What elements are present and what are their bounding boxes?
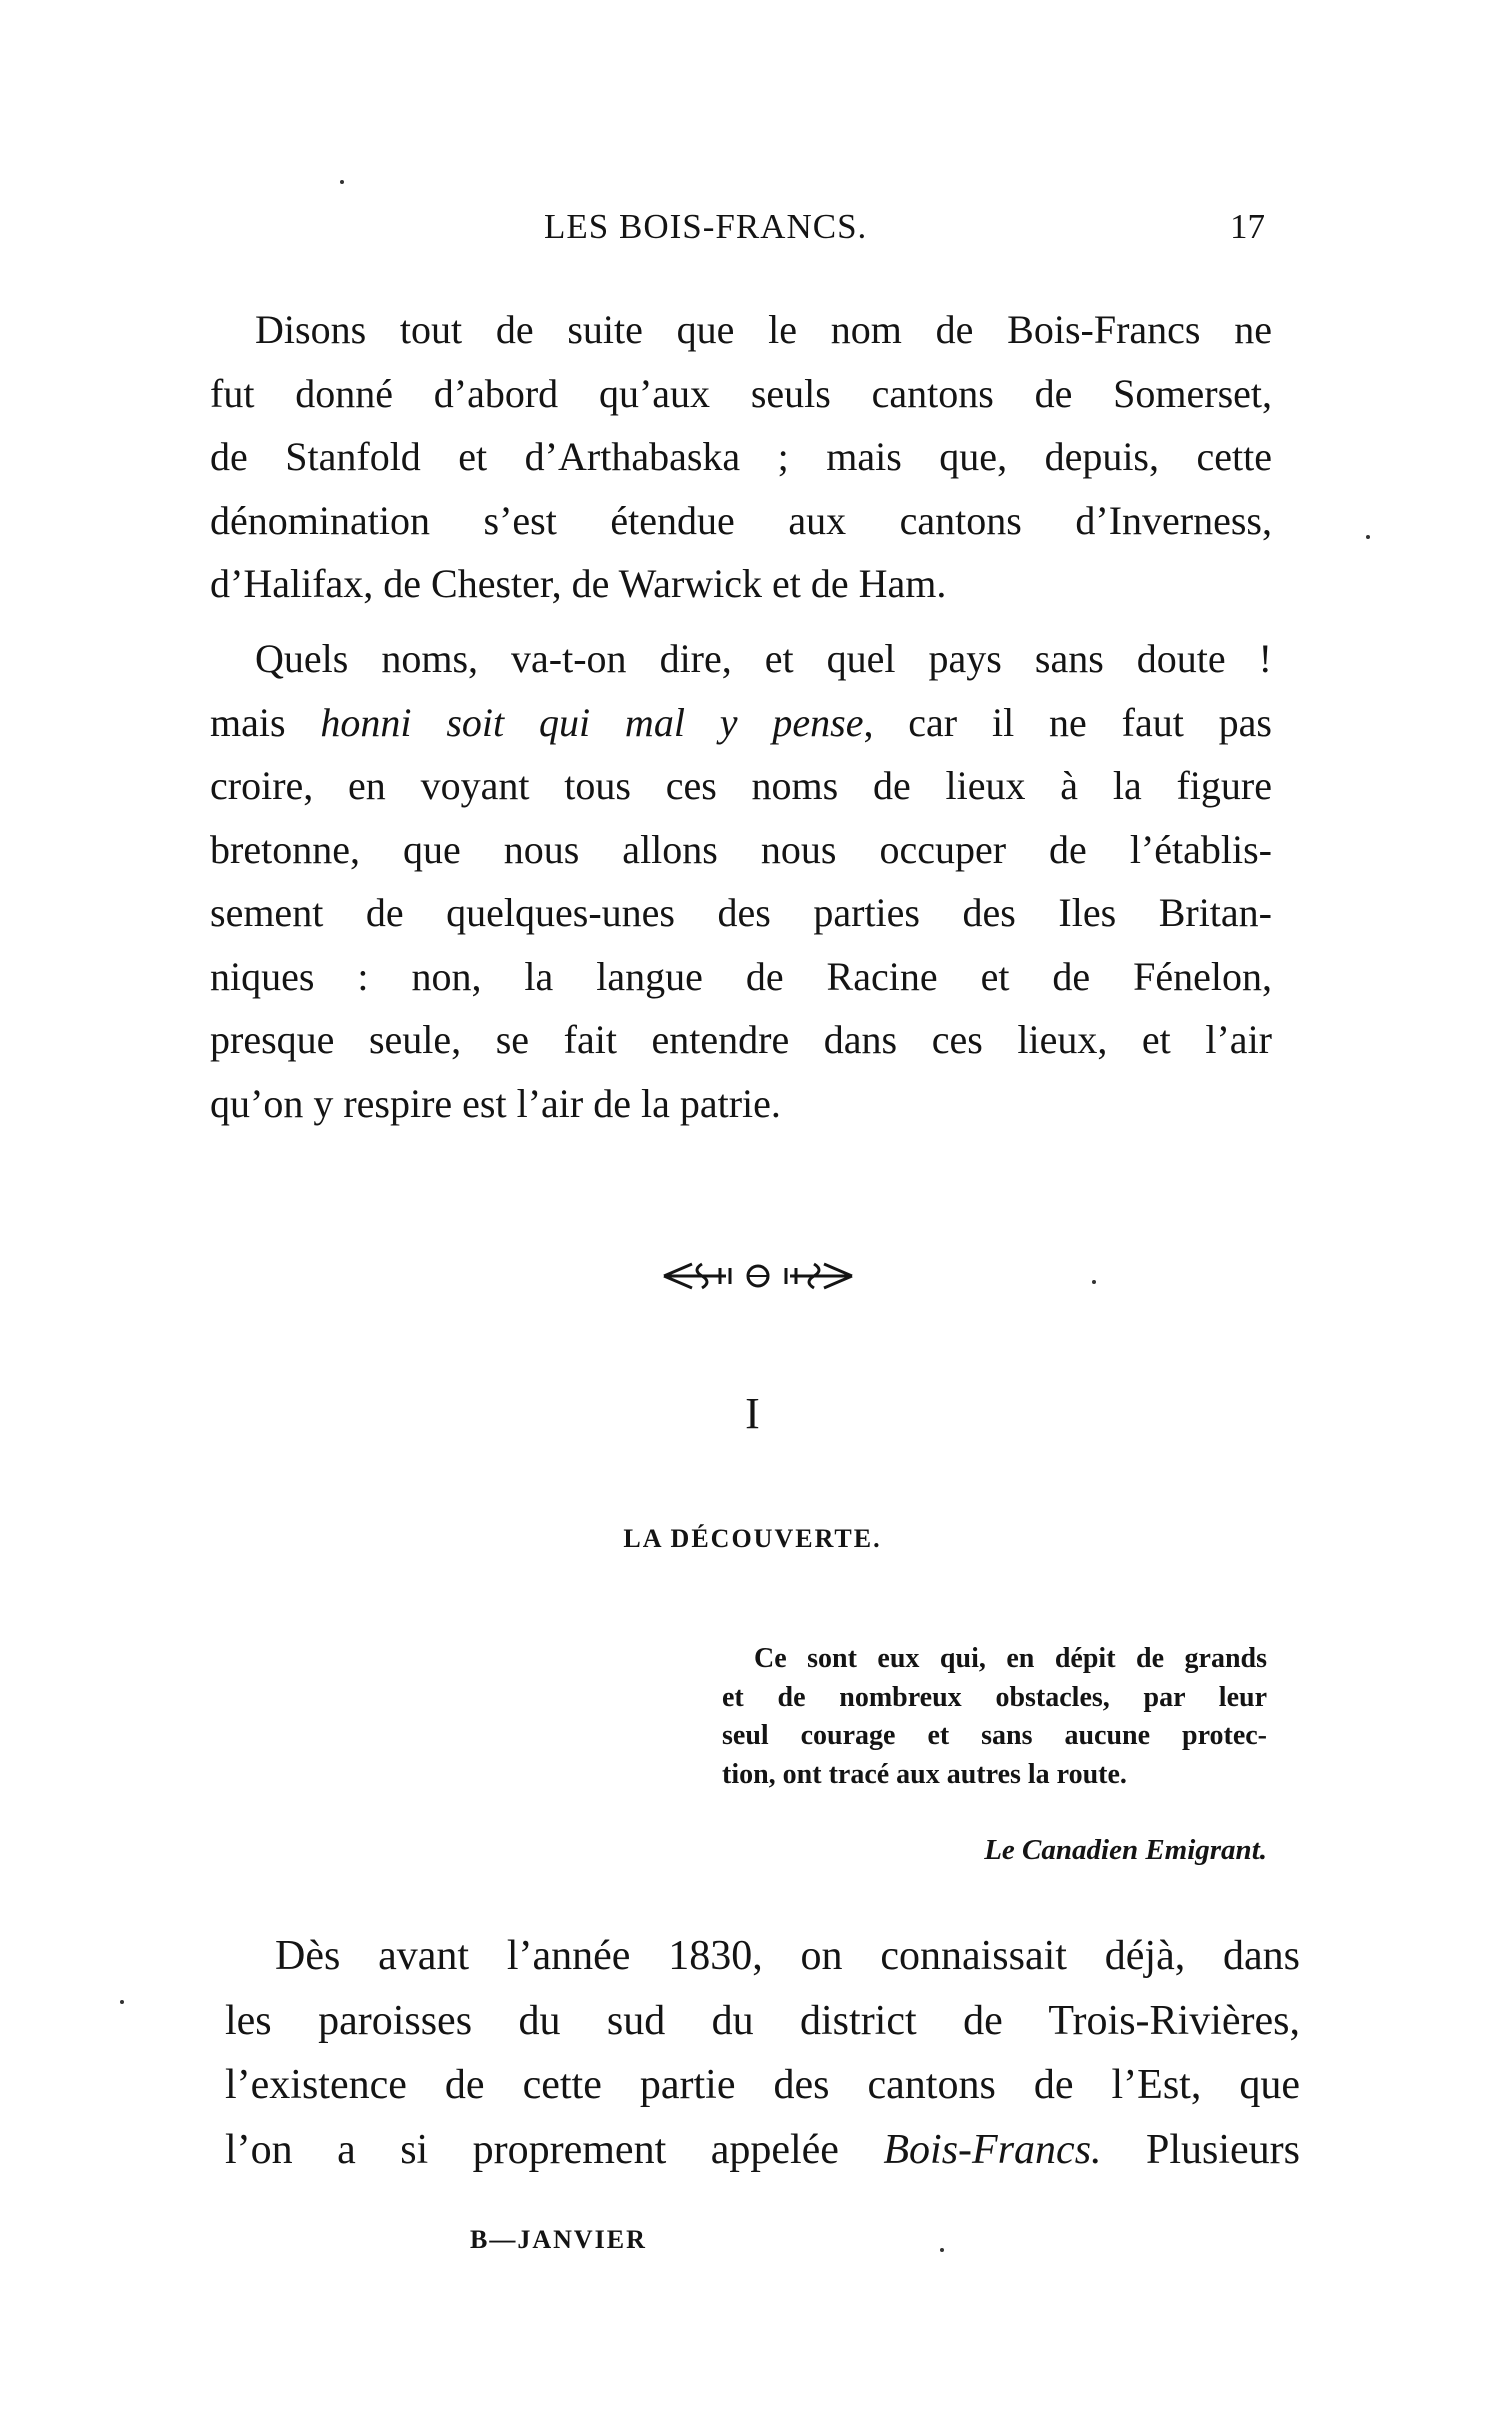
epigraph-line: seul courage et sans aucune protec- [722, 1720, 1267, 1752]
text-line: d’Halifax, de Chester, de Warwick et de Ham. [210, 561, 947, 606]
text-line: fut donné d’abord qu’aux seuls cantons de Somerset, [210, 370, 1272, 416]
epigraph-line: tion, ont tracé aux autres la route. [722, 1758, 1127, 1790]
text-line: dénomination s’est étendue aux cantons d’Inverness, [210, 497, 1272, 543]
paragraph-3 [225, 1924, 1300, 2182]
italic-phrase: Bois-Francs. [883, 2126, 1102, 2173]
text-line: Quels noms, va-t-on dire, et quel pays sans doute ! [255, 636, 1272, 681]
text-line: qu’on y respire est l’air de la patrie. [210, 1080, 781, 1126]
running-header-title: LES BOIS-FRANCS. [544, 207, 868, 246]
scan-speck [1366, 535, 1370, 539]
paragraph-2 [210, 627, 1272, 1135]
epigraph [722, 1640, 1267, 1794]
text-line: sement de quelques-unes des parties des Iles Britan- [210, 890, 1272, 935]
text-line: les paroisses du sud du district de Trois-Rivières, [225, 1997, 1300, 2044]
text-line-with-italic [210, 691, 1272, 755]
text-line: l’existence de cette partie des cantons de l’Est, que [225, 2062, 1300, 2108]
ornament-divider-icon [662, 1256, 854, 1296]
text-line: niques : non, la langue de Racine et de Fénelon, [210, 953, 1272, 999]
epigraph-line: et de nombreux obstacles, par leur [722, 1681, 1267, 1713]
italic-phrase: honni soit qui mal y pense [320, 699, 864, 745]
section-title: LA DÉCOUVERTE. [623, 1524, 882, 1553]
text-line: Disons tout de suite que le nom de Bois-Francs ne [255, 307, 1272, 352]
text-line: presque seule, se fait entendre dans ces lieux, et l’air [210, 1017, 1272, 1062]
text-line: bretonne, que nous allons nous occuper de l’établis- [210, 826, 1272, 872]
scan-speck [940, 2248, 944, 2252]
epigraph-line: Ce sont eux qui, en dépit de grands [754, 1643, 1267, 1674]
page-number: 17 [1230, 207, 1265, 246]
scan-speck [340, 180, 344, 184]
text-run: l’on a si proprement appelée [225, 2126, 884, 2173]
text-run: Plusieurs [1101, 2126, 1301, 2173]
printer-signature-mark: B—JANVIER [470, 2225, 647, 2254]
text-line: Dès avant l’année 1830, on connaissait déjà, dans [275, 1933, 1300, 1979]
scan-speck [120, 2000, 124, 2004]
paragraph-1 [210, 298, 1272, 616]
text-line-with-italic [225, 2118, 1300, 2183]
epigraph-source: Le Canadien Emigrant. [984, 1834, 1267, 1866]
text-line: croire, en voyant tous ces noms de lieux à la figure [210, 763, 1272, 808]
scan-speck [1092, 1280, 1096, 1284]
section-number: I [745, 1389, 760, 1438]
text-run: mais [210, 699, 321, 745]
text-run: , car il ne faut pas [863, 699, 1272, 745]
text-line: de Stanfold et d’Arthabaska ; mais que, depuis, cette [210, 434, 1272, 479]
